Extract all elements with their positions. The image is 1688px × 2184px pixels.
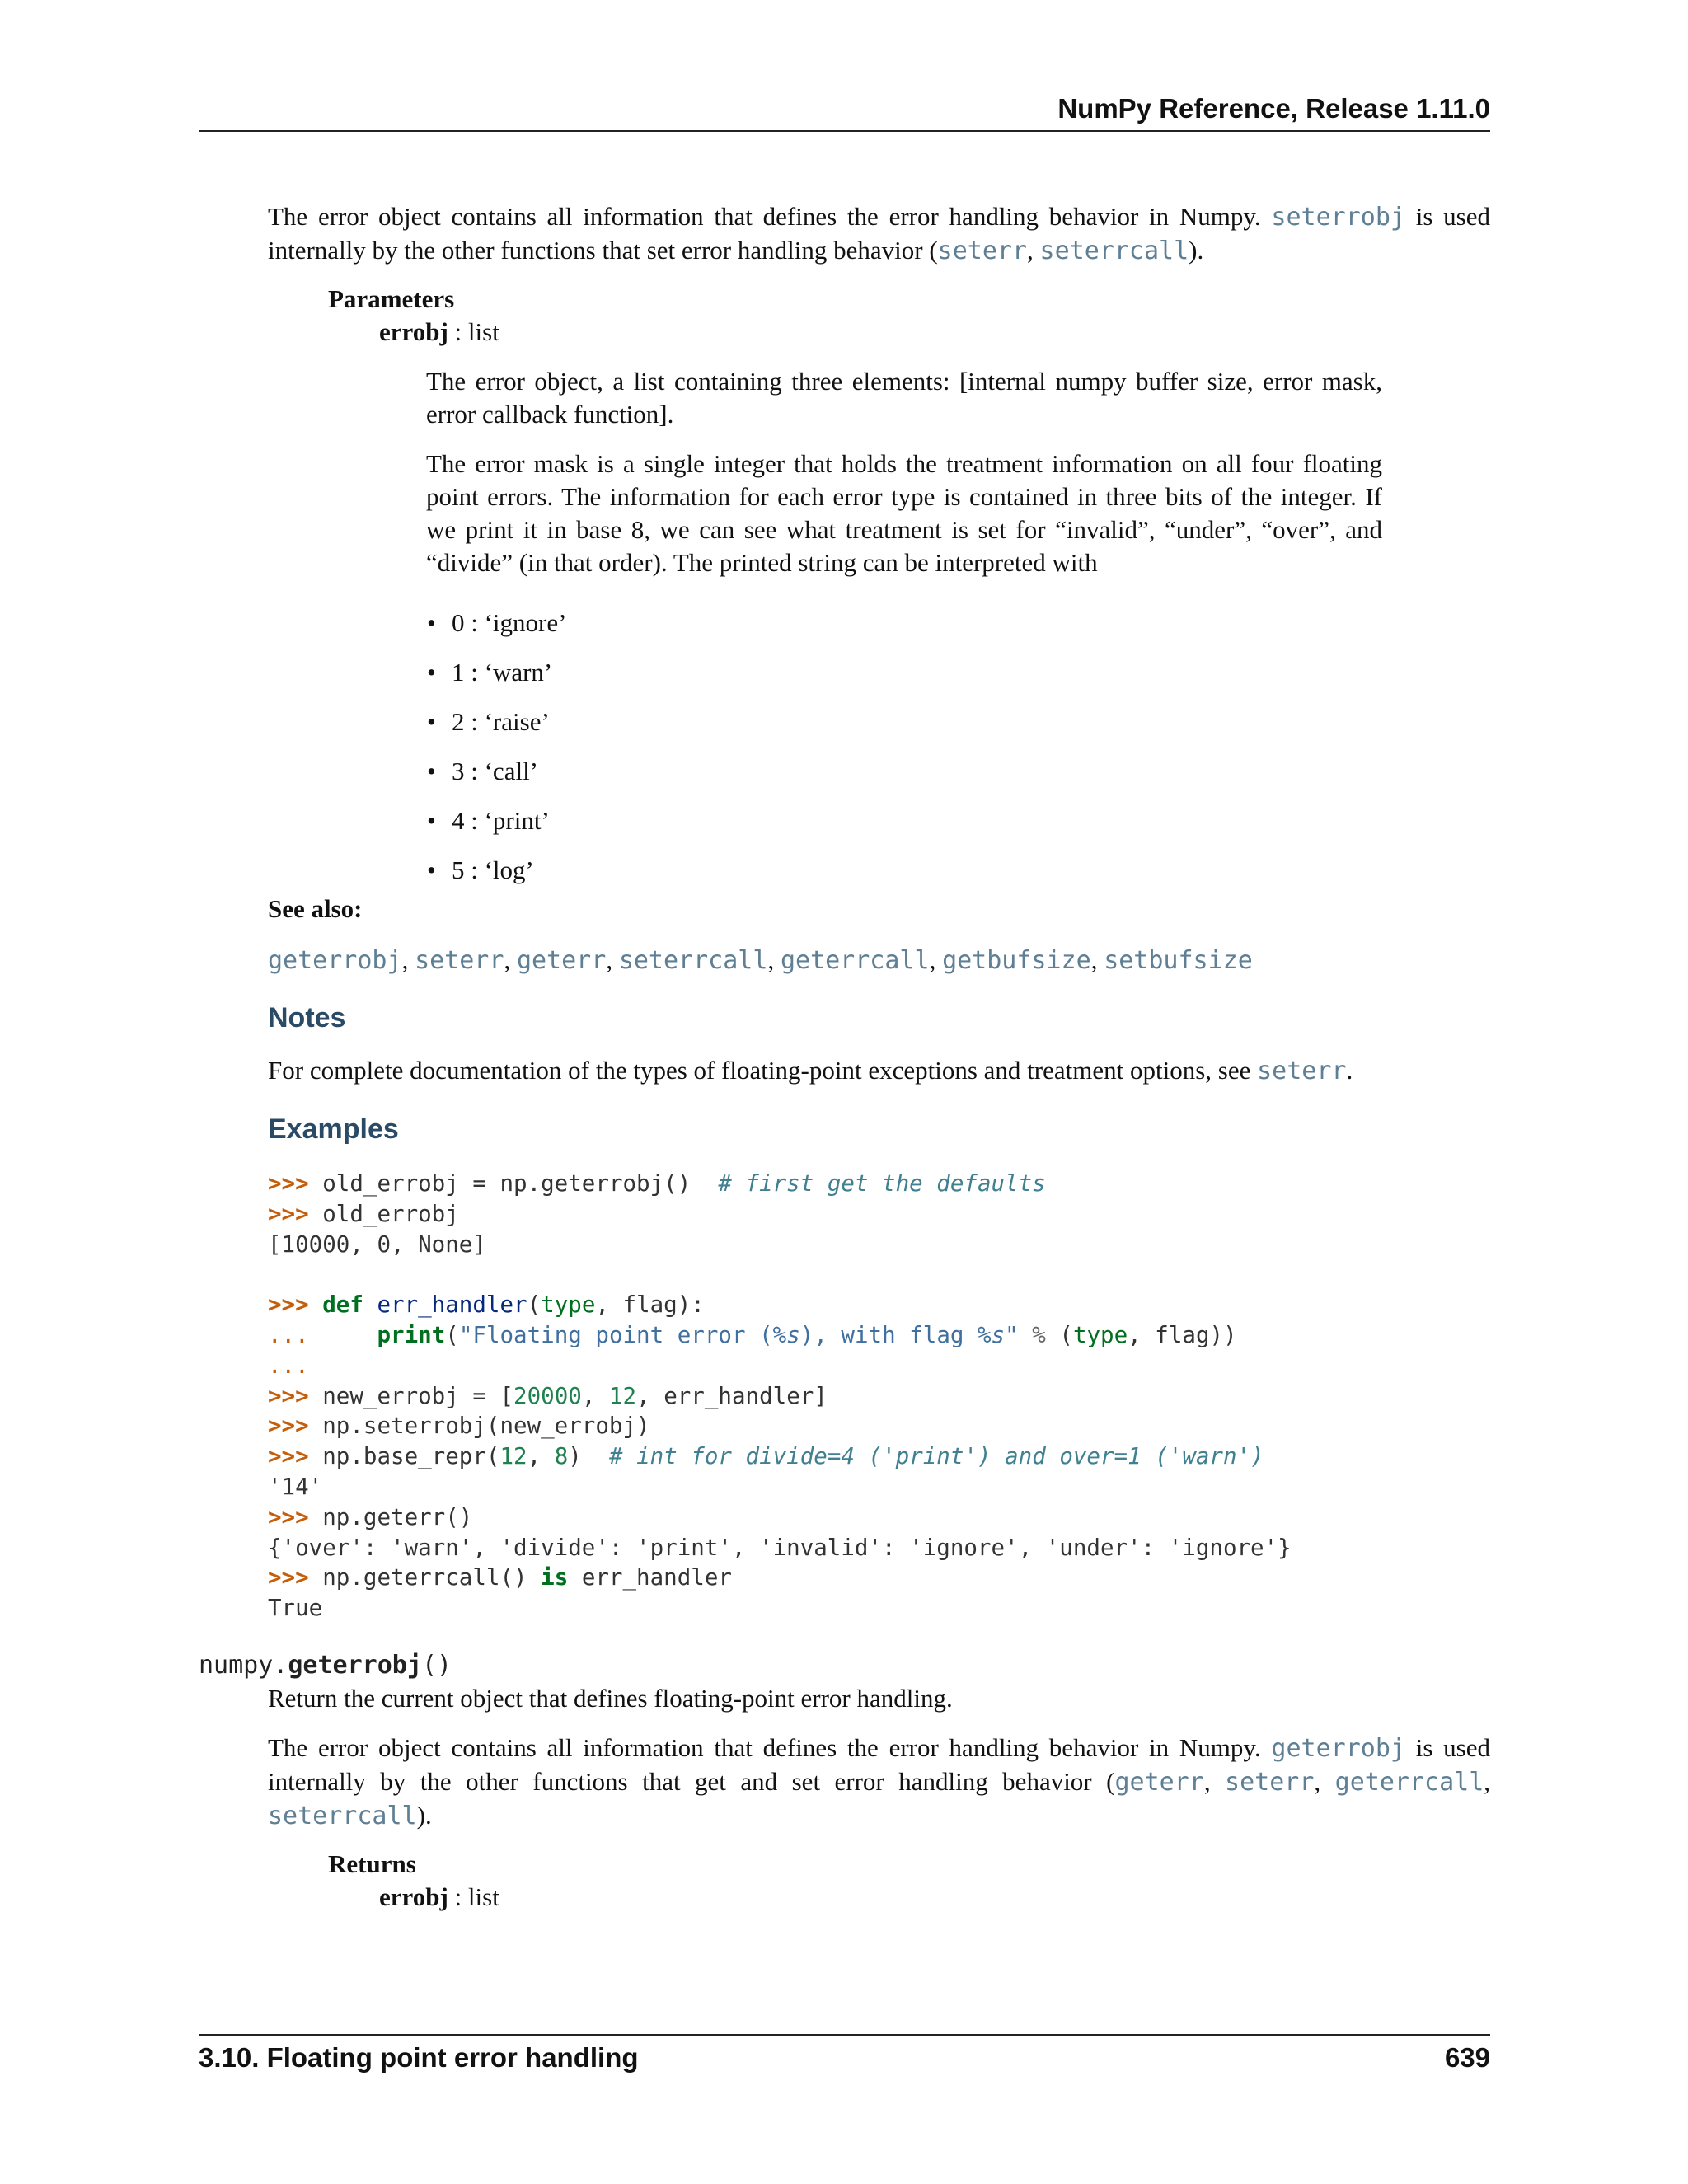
param-desc-1: The error object, a list containing three elements: [internal numpy buffer size, error mask, error callback function]. — [426, 367, 1382, 429]
notes-text: For complete documentation of the types of floating-point exceptions and treatment options, see — [268, 1056, 1251, 1085]
return-errobj — [379, 1881, 499, 1914]
list-item: • 2 : ‘raise’ — [427, 707, 550, 736]
return-name: errobj — [379, 1882, 448, 1911]
notes-paragraph: For complete documentation of the types of floating-point exceptions and treatment options, see seterr. — [268, 1056, 1353, 1085]
parameters-heading: Parameters — [328, 284, 455, 313]
param-name: errobj — [379, 317, 448, 346]
seterr-link[interactable]: seterr — [415, 946, 504, 975]
footer-section-title: 3.10. Floating point error handling — [199, 2042, 639, 2073]
list-item: • 5 : ‘log’ — [427, 855, 534, 884]
setbufsize-link[interactable]: setbufsize — [1104, 946, 1253, 975]
seterrobj-link[interactable]: seterrobj — [1271, 203, 1405, 232]
list-item: • 1 : ‘warn’ — [427, 658, 553, 687]
intro-text-b: is used internally by the other functions that set error handling behavior ( — [268, 202, 1490, 265]
seterr-link[interactable]: seterr — [937, 237, 1028, 265]
return-type: : list — [454, 1882, 499, 1911]
notes-heading: Notes — [268, 1002, 346, 1033]
geterrobj-link[interactable]: geterrobj — [1271, 1734, 1405, 1763]
seterrcall-link[interactable]: seterrcall — [618, 946, 768, 975]
geterrcall-link[interactable]: geterrcall — [1334, 1768, 1484, 1797]
getbufsize-link[interactable]: getbufsize — [942, 946, 1091, 975]
geterrobj-paragraph: The error object contains all information that defines the error handling behavior in Numpy. geterrobj is used internally by the other functions that get and set error handling behavior (geterr, seterr, geterrcall, seterrcall). — [268, 1733, 1491, 1830]
function-summary: Return the current object that defines floating-point error handling. — [268, 1684, 953, 1713]
list-item: • 4 : ‘print’ — [427, 806, 550, 835]
intro-text-c: ). — [1189, 236, 1204, 265]
footer-divider — [199, 2034, 1490, 2036]
examples-heading: Examples — [268, 1113, 399, 1145]
module-name: numpy. — [199, 1651, 288, 1680]
see-also-heading: See also: — [268, 894, 363, 923]
see-also-links: geterrobj, seterr, geterr, seterrcall, geterrcall, getbufsize, setbufsize — [268, 945, 1253, 975]
seterrcall-link[interactable]: seterrcall — [1039, 237, 1189, 265]
seterr-link[interactable]: seterr — [1225, 1768, 1315, 1797]
geterrcall-link[interactable]: geterrcall — [780, 946, 930, 975]
running-header: NumPy Reference, Release 1.11.0 — [1057, 93, 1490, 124]
seterrcall-link[interactable]: seterrcall — [268, 1802, 417, 1830]
intro-text-a: The error object contains all information that defines the error handling behavior in Numpy. — [268, 202, 1261, 231]
function-signature: numpy.geterrobj() — [199, 1651, 452, 1680]
header-divider — [199, 130, 1490, 132]
seterr-link[interactable]: seterr — [1257, 1057, 1347, 1085]
geterr-link[interactable]: geterr — [1114, 1768, 1204, 1797]
page-number: 639 — [1444, 2042, 1490, 2073]
example-code-block: >>> old_errobj = np.geterrobj() # first get the defaults >>> old_errobj [10000, 0, None] >>> def err_handler(type, flag): ... print("Floating point error (%s), with flag %s" % (type, flag)) ... >>> new_errobj = [20000, 12, err_handler] >>> np.seterrobj(new_errobj) >>> np.base_repr(12, 8) # int for divide=4 ('print') and over=1 ('warn') '14' >>> np.geterr() {'over': 'warn', 'divide': 'print', 'invalid': 'ignore', 'under': 'ignore'} >>> np.geterrcall() is err_handler True — [268, 1170, 1292, 1622]
returns-heading: Returns — [328, 1849, 416, 1878]
function-name: geterrobj — [288, 1651, 422, 1680]
geterrobj-link[interactable]: geterrobj — [268, 946, 402, 975]
intro-paragraph: The error object contains all information that defines the error handling behavior in Numpy. seterrobj is used internally by the other functions that set error handling behavior (seterr, seterrcall). — [268, 202, 1490, 265]
geterr-link[interactable]: geterr — [516, 946, 607, 975]
list-item: • 3 : ‘call’ — [427, 757, 539, 785]
param-type: : list — [454, 317, 499, 346]
param-errobj — [379, 316, 499, 349]
list-item: • 0 : ‘ignore’ — [427, 608, 567, 637]
treatment-options-list — [427, 598, 566, 895]
param-desc-2: The error mask is a single integer that holds the treatment information on all four floating point errors. The information for each error type is contained in three bits of the integer. If we print it in base 8, we can see what treatment is set for “invalid”, “under”, “over”, and “divide” (in that order). The printed string can be interpreted with — [426, 449, 1382, 577]
